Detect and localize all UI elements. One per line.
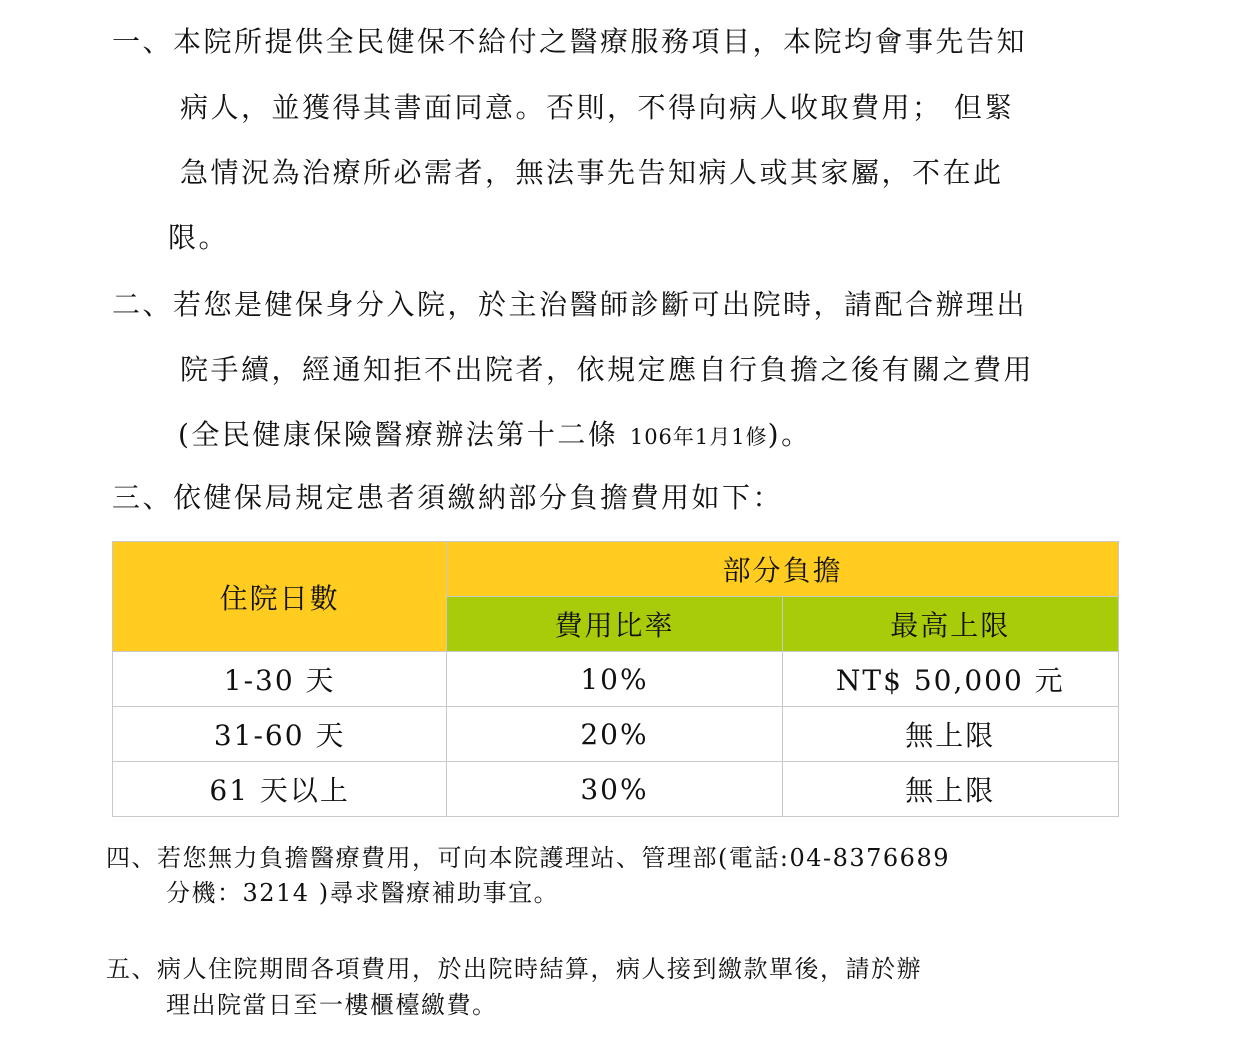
copayment-table bbox=[112, 541, 1119, 817]
cell-days: 61 天以上 bbox=[113, 762, 447, 817]
section-3-line-1: 三、依健保局規定患者須繳納部分負擔費用如下： bbox=[112, 481, 784, 514]
cell-rate: 10% bbox=[447, 652, 782, 707]
section-5-line-2: 理出院當日至一樓櫃檯繳費。 bbox=[166, 991, 498, 1019]
section-2-line-1: 二、若您是健保身分入院，於主治醫師診斷可出院時，請配合辦理出 bbox=[112, 288, 1028, 321]
table-row bbox=[113, 707, 1119, 762]
header-fee-ratio: 費用比率 bbox=[447, 597, 782, 652]
cell-max: 無上限 bbox=[782, 707, 1118, 762]
table-row bbox=[113, 762, 1119, 817]
citation-date: 106年1月1修 bbox=[629, 425, 768, 449]
cell-max: 無上限 bbox=[782, 762, 1118, 817]
cell-days: 31-60 天 bbox=[113, 707, 447, 762]
cell-days: 1-30 天 bbox=[113, 652, 447, 707]
cell-rate: 30% bbox=[447, 762, 782, 817]
citation-open: (全民健康保險醫療辦法第十二條 bbox=[178, 418, 630, 451]
section-2-line-2: 院手續，經通知拒不出院者，依規定應自行負擔之後有關之費用 bbox=[180, 353, 1035, 386]
citation-close: )。 bbox=[767, 418, 812, 451]
cell-max: NT$ 50,000 元 bbox=[782, 652, 1118, 707]
section-1-line-4: 限。 bbox=[168, 221, 230, 254]
section-2-citation bbox=[178, 415, 812, 457]
section-5-line-1: 五、病人住院期間各項費用，於出院時結算，病人接到繳款單後，請於辦 bbox=[106, 955, 922, 983]
header-hospital-days: 住院日數 bbox=[113, 542, 447, 652]
section-4-line-1: 四、若您無力負擔醫療費用，可向本院護理站、管理部(電話:04-8376689 bbox=[106, 844, 950, 872]
section-1-line-3: 急情況為治療所必需者，無法事先告知病人或其家屬，不在此 bbox=[180, 156, 1004, 189]
section-1-line-2: 病人，並獲得其書面同意。否則，不得向病人收取費用； 但緊 bbox=[180, 91, 1015, 124]
section-4-line-2: 分機：3214 )尋求醫療補助事宜。 bbox=[166, 879, 560, 907]
header-copayment: 部分負擔 bbox=[447, 542, 1119, 597]
header-max-limit: 最高上限 bbox=[782, 597, 1118, 652]
cell-rate: 20% bbox=[447, 707, 782, 762]
section-1-line-1: 一、本院所提供全民健保不給付之醫療服務項目，本院均會事先告知 bbox=[112, 25, 1028, 58]
table-row bbox=[113, 652, 1119, 707]
